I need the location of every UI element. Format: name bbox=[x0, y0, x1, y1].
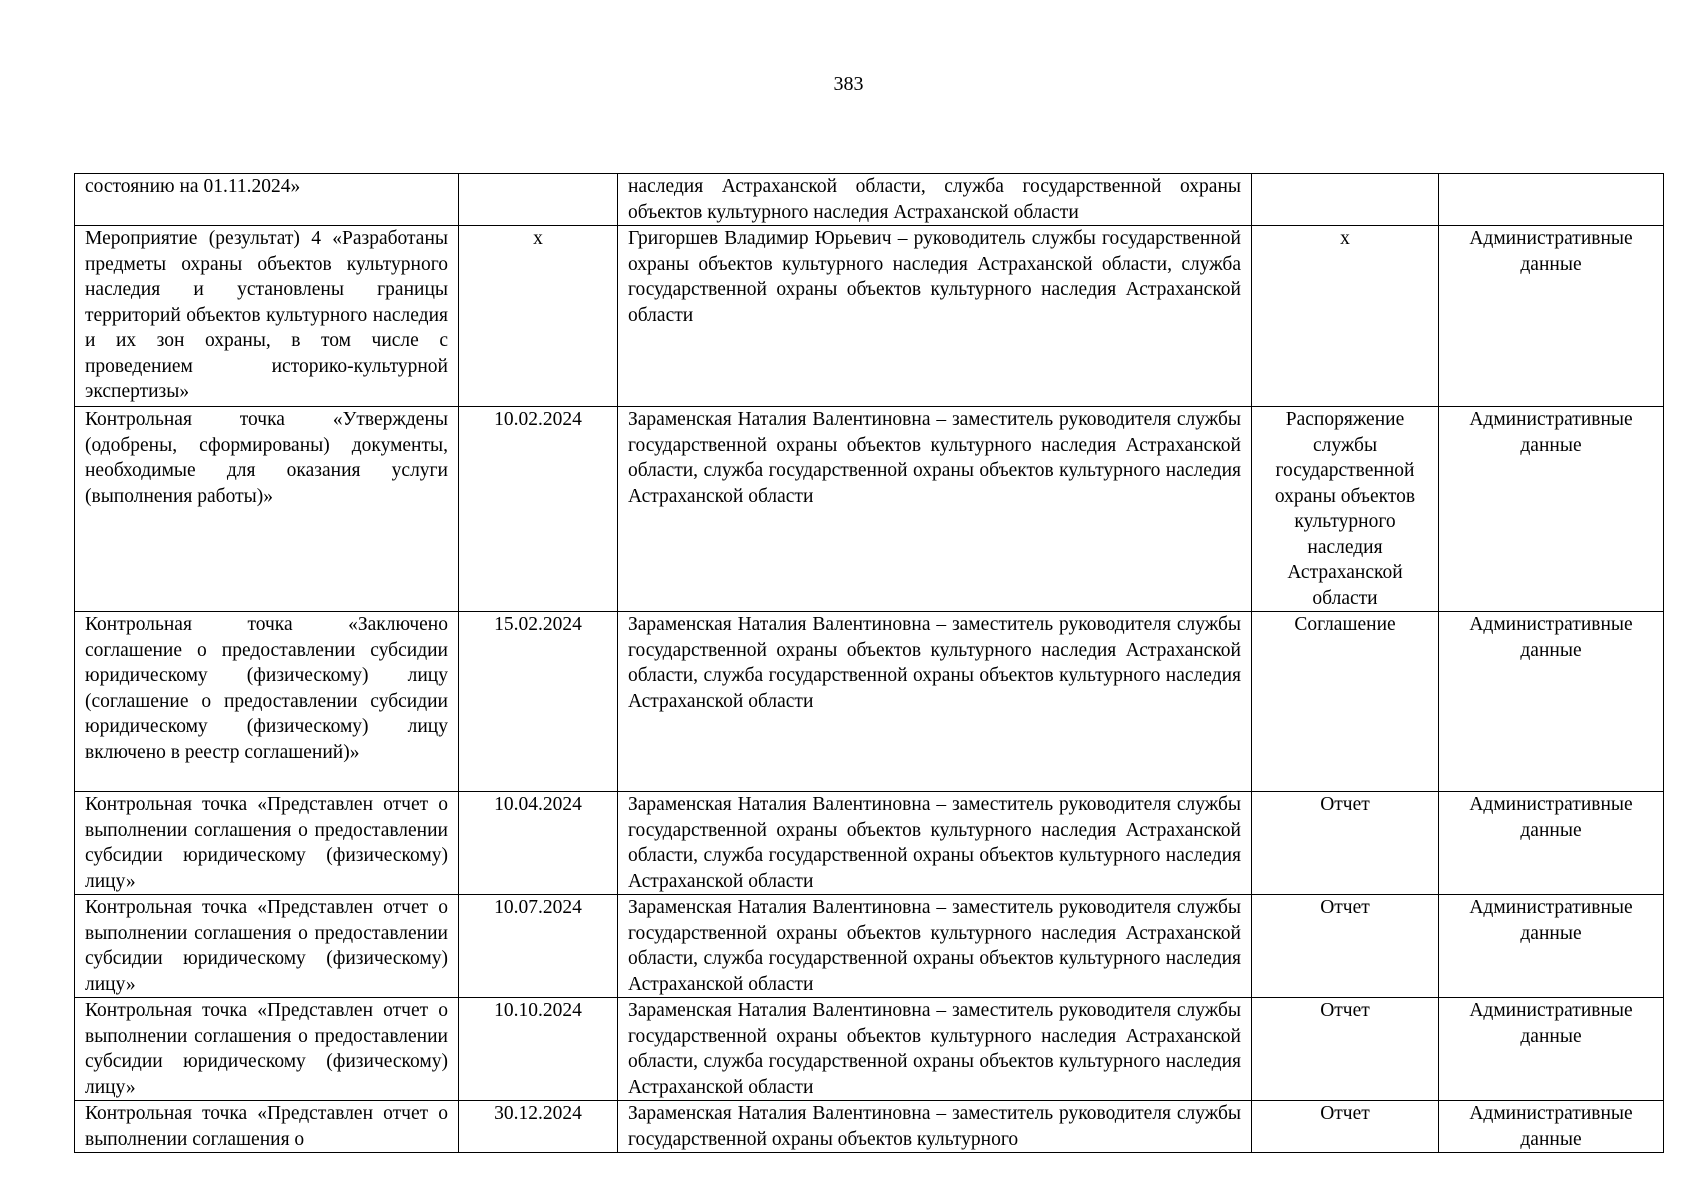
date-cell: 10.02.2024 bbox=[459, 407, 618, 612]
table-row bbox=[75, 895, 1664, 998]
responsible-cell: Зараменская Наталия Валентиновна – заместитель руководителя службы государственной охраны объектов культурного наследия Астраханской области, служба государственной охраны объектов культурного наследия Астраханской области bbox=[618, 407, 1252, 612]
table-row bbox=[75, 174, 1664, 226]
event-name-cell: Контрольная точка «Представлен отчет о выполнении соглашения о предоставлении субсидии юридическому (физическому) лицу» bbox=[75, 792, 459, 895]
date-cell: 15.02.2024 bbox=[459, 612, 618, 792]
info-system-cell bbox=[1439, 174, 1664, 226]
document-type-cell: Отчет bbox=[1252, 1101, 1439, 1153]
document-type-cell: Отчет bbox=[1252, 895, 1439, 998]
date-cell: 10.04.2024 bbox=[459, 792, 618, 895]
control-points-table bbox=[74, 173, 1664, 1153]
info-system-cell: Административные данные bbox=[1439, 1101, 1664, 1153]
table-row bbox=[75, 792, 1664, 895]
info-system-cell: Административные данные bbox=[1439, 407, 1664, 612]
event-name-cell: Контрольная точка «Заключено соглашение о предоставлении субсидии юридическому (физическому) лицу (соглашение о предоставлении субсидии юридическому (физическому) лицу включено в реестр соглашений)» bbox=[75, 612, 459, 792]
event-name-cell: Мероприятие (результат) 4 «Разработаны предметы охраны объектов культурного наследия и установлены границы территорий объектов культурного наследия и их зон охраны, в том числе с проведением историко-культурной экспертизы» bbox=[75, 226, 459, 407]
event-name-cell: Контрольная точка «Представлен отчет о выполнении соглашения о предоставлении субсидии юридическому (физическому) лицу» bbox=[75, 998, 459, 1101]
responsible-cell: наследия Астраханской области, служба государственной охраны объектов культурного наследия Астраханской области bbox=[618, 174, 1252, 226]
date-cell: х bbox=[459, 226, 618, 407]
event-name-cell: Контрольная точка «Представлен отчет о выполнении соглашения о предоставлении субсидии юридическому (физическому) лицу» bbox=[75, 895, 459, 998]
responsible-cell: Зараменская Наталия Валентиновна – заместитель руководителя службы государственной охраны объектов культурного наследия Астраханской области, служба государственной охраны объектов культурного наследия Астраханской области bbox=[618, 792, 1252, 895]
table-row bbox=[75, 1101, 1664, 1153]
document-type-cell: х bbox=[1252, 226, 1439, 407]
responsible-cell: Григоршев Владимир Юрьевич – руководитель службы государственной охраны объектов культурного наследия Астраханской области, служба государственной охраны объектов культурного наследия Астраханской области bbox=[618, 226, 1252, 407]
info-system-cell: Административные данные bbox=[1439, 998, 1664, 1101]
event-name-cell: состоянию на 01.11.2024» bbox=[75, 174, 459, 226]
table-row bbox=[75, 226, 1664, 407]
info-system-cell: Административные данные bbox=[1439, 226, 1664, 407]
responsible-cell: Зараменская Наталия Валентиновна – заместитель руководителя службы государственной охраны объектов культурного наследия Астраханской области, служба государственной охраны объектов культурного наследия Астраханской области bbox=[618, 998, 1252, 1101]
document-type-cell: Отчет bbox=[1252, 792, 1439, 895]
info-system-cell: Административные данные bbox=[1439, 792, 1664, 895]
responsible-cell: Зараменская Наталия Валентиновна – заместитель руководителя службы государственной охраны объектов культурного bbox=[618, 1101, 1252, 1153]
table-row bbox=[75, 407, 1664, 612]
event-name-cell: Контрольная точка «Утверждены (одобрены, сформированы) документы, необходимые для оказания услуги (выполнения работы)» bbox=[75, 407, 459, 612]
responsible-cell: Зараменская Наталия Валентиновна – заместитель руководителя службы государственной охраны объектов культурного наследия Астраханской области, служба государственной охраны объектов культурного наследия Астраханской области bbox=[618, 895, 1252, 998]
responsible-cell: Зараменская Наталия Валентиновна – заместитель руководителя службы государственной охраны объектов культурного наследия Астраханской области, служба государственной охраны объектов культурного наследия Астраханской области bbox=[618, 612, 1252, 792]
event-name-cell: Контрольная точка «Представлен отчет о выполнении соглашения о bbox=[75, 1101, 459, 1153]
date-cell: 30.12.2024 bbox=[459, 1101, 618, 1153]
table-row bbox=[75, 612, 1664, 792]
date-cell bbox=[459, 174, 618, 226]
document-type-cell: Отчет bbox=[1252, 998, 1439, 1101]
date-cell: 10.10.2024 bbox=[459, 998, 618, 1101]
page-number: 383 bbox=[833, 73, 864, 95]
document-type-cell: Соглашение bbox=[1252, 612, 1439, 792]
info-system-cell: Административные данные bbox=[1439, 895, 1664, 998]
document-type-cell bbox=[1252, 174, 1439, 226]
table-row bbox=[75, 998, 1664, 1101]
info-system-cell: Административные данные bbox=[1439, 612, 1664, 792]
document-type-cell: Распоряжение службы государственной охраны объектов культурного наследия Астраханской области bbox=[1252, 407, 1439, 612]
date-cell: 10.07.2024 bbox=[459, 895, 618, 998]
